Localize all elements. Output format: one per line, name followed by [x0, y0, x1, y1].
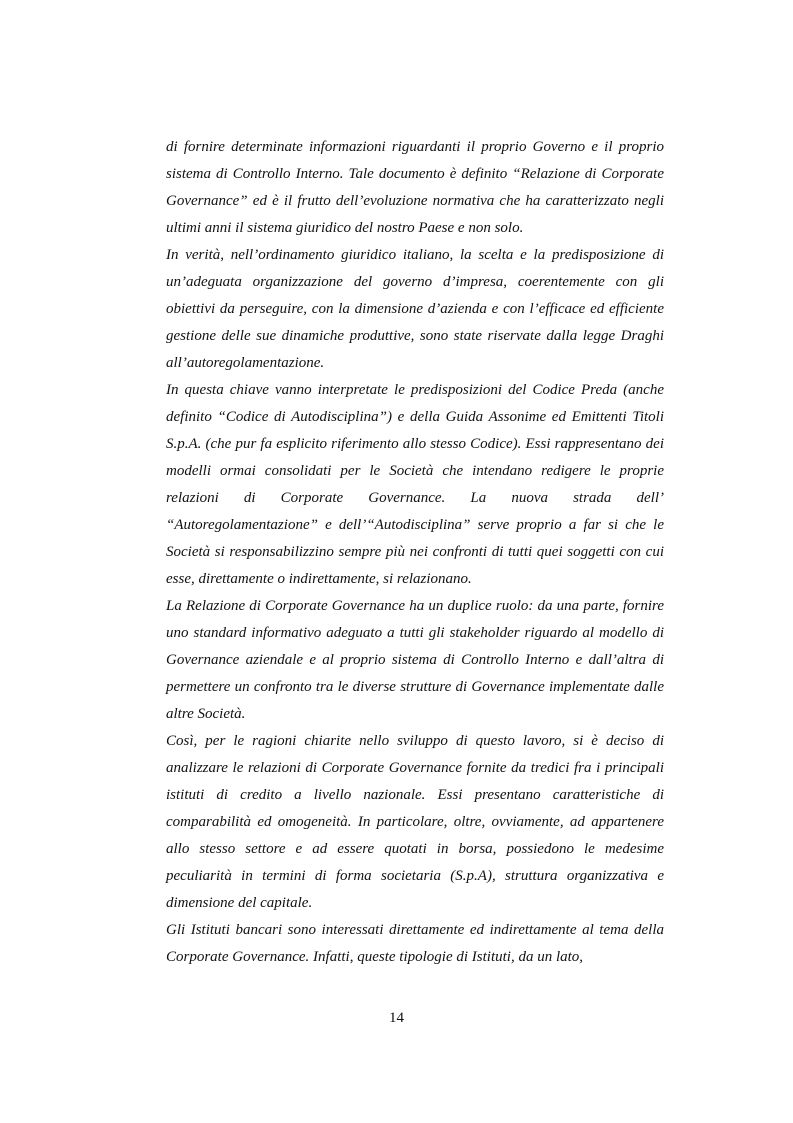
paragraph-4: La Relazione di Corporate Governance ha un duplice ruolo: da una parte, fornire uno standard informativo adeguato a tutti gli stakeholder riguardo al modello di Governance aziendale e al proprio sistema di Controllo Interno e dall’altra di permettere un confronto tra le diverse strutture di Governance implementate dalle altre Società. — [166, 598, 664, 722]
paragraph-5: Così, per le ragioni chiarite nello sviluppo di questo lavoro, si è deciso di analizzare le relazioni di Corporate Governance fornite da tredici fra i principali istituti di credito a livello nazionale. Essi presentano caratteristiche di comparabilità ed omogeneità. In particolare, oltre, ovviamente, ad appartenere allo stesso settore e ad essere quotati in borsa, possiedono le medesime peculiarità in termini di forma societaria (S.p.A), struttura organizzativa e dimensione del capitale. — [166, 733, 664, 911]
page-number: 14 — [389, 1010, 404, 1026]
paragraph-1: di fornire determinate informazioni riguardanti il proprio Governo e il proprio sistema di Controllo Interno. Tale documento è definito “Relazione di Corporate Governance” ed è il frutto dell’evoluzione normativa che ha caratterizzato negli ultimi anni il sistema giuridico del nostro Paese e non solo. — [166, 139, 664, 236]
paragraph-6: Gli Istituti bancari sono interessati direttamente ed indirettamente al tema della Corporate Governance. Infatti, queste tipologie di Istituti, da un lato, — [166, 922, 664, 965]
paragraph-2: In verità, nell’ordinamento giuridico italiano, la scelta e la predisposizione di un’adeguata organizzazione del governo d’impresa, coerentemente con gli obiettivi da perseguire, con la dimensione d’azienda e con l’efficace ed efficiente gestione delle sue dinamiche produttive, sono state riservate dalla legge Draghi all’autoregolamentazione. — [166, 247, 664, 371]
body-text — [166, 134, 664, 971]
paragraph-3: In questa chiave vanno interpretate le predisposizioni del Codice Preda (anche definito “Codice di Autodisciplina”) e della Guida Assonime ed Emittenti Titoli S.p.A. (che pur fa esplicito riferimento allo stesso Codice). Essi rappresentano dei modelli ormai consolidati per le Società che intendano redigere le proprie relazioni di Corporate Governance. La nuova strada dell’ “Autoregolamentazione” e dell’“Autodisciplina” serve proprio a far si che le Società si responsabilizzino sempre più nei confronti di tutti quei soggetti con cui esse, direttamente o indirettamente, si relazionano. — [166, 382, 664, 587]
